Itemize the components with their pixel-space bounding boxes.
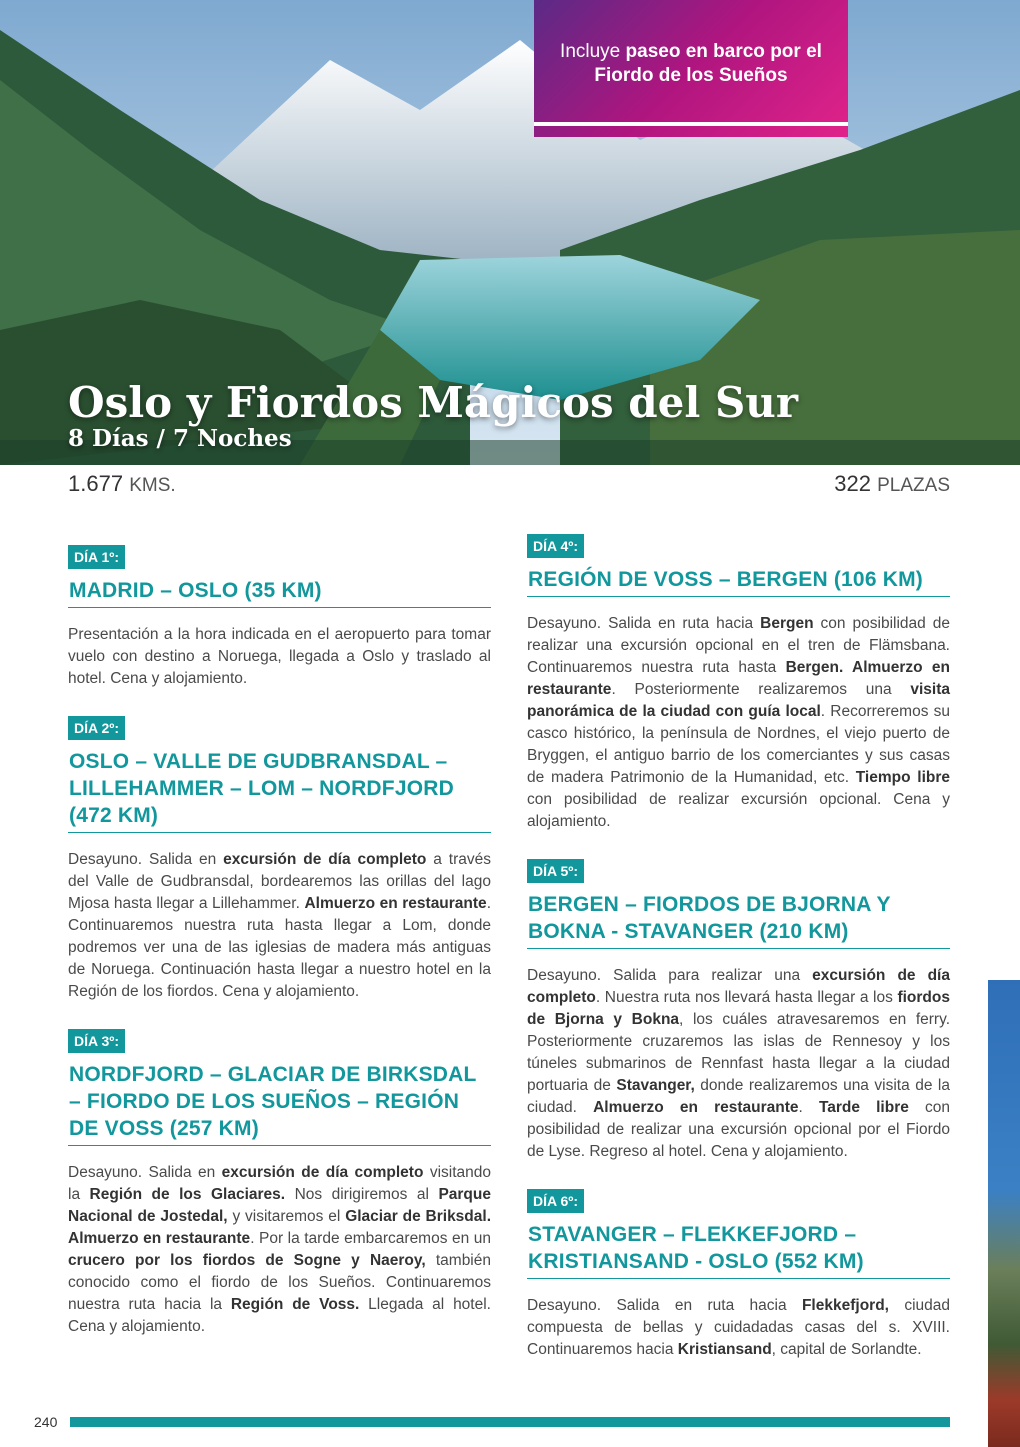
body-text: ciudad compuesta de bellas y cuidadadas casas del s. XVIII. Continuaremos hacia bbox=[527, 1297, 950, 1358]
body-text: . bbox=[798, 1099, 819, 1116]
body-text: , los cuáles atravesaremos en ferry. Posteriormente cruzaremos las islas de Rennesoy y los túneles submarinos de Rennfast hasta llegar a la ciudad portuaria de bbox=[527, 1011, 950, 1094]
highlight-text: Almuerzo en restaurante bbox=[593, 1099, 799, 1116]
itinerary-right-column bbox=[527, 534, 950, 1361]
body-text: . Recorreremos su casco histórico, la península de Nordnes, el viejo puerto de Bryggen, el antiguo barrio de los comerciantes y sus casas de madera Patrimonio de la Humanidad, etc. bbox=[527, 703, 951, 786]
highlight-text: Glaciar de Briksdal. Almuerzo en restaurante bbox=[68, 1208, 492, 1247]
highlight-text: Región de los Glaciares. bbox=[89, 1186, 286, 1203]
highlight-text: Almuerzo en restaurante bbox=[304, 895, 487, 912]
highlight-text: fiordos de Bjorna y Bokna bbox=[527, 989, 950, 1028]
highlight-text: excursión de día completo bbox=[223, 851, 427, 868]
highlight-text: Stavanger, bbox=[616, 1077, 695, 1094]
day-badge: DÍA 3º: bbox=[68, 1029, 125, 1053]
body-text: Llegada al hotel. Cena y alojamiento. bbox=[68, 1296, 491, 1335]
highlight-text: Tiempo libre bbox=[855, 769, 950, 786]
day-description bbox=[527, 597, 950, 833]
day-title: STAVANGER – FLEKKEFJORD – KRISTIANSAND - OSLO (552 KM) bbox=[527, 1213, 950, 1279]
body-text: visitando la bbox=[68, 1164, 491, 1203]
body-text: Desayuno. Salida en bbox=[68, 851, 224, 868]
seats-unit: PLAZAS bbox=[877, 475, 950, 496]
page-number: 240 bbox=[34, 1414, 58, 1430]
day-description bbox=[68, 833, 491, 1003]
day-title: NORDFJORD – GLACIAR DE BIRKSDAL – FIORDO DE LOS SUEÑOS – REGIÓN DE VOSS (257 KM) bbox=[68, 1053, 491, 1146]
body-text: Desayuno. Salida en bbox=[68, 1164, 222, 1181]
day-description bbox=[527, 1279, 950, 1361]
promo-prefix: Incluye bbox=[560, 41, 626, 62]
footer-bar bbox=[70, 1417, 950, 1427]
highlight-text: excursión de día completo bbox=[527, 967, 950, 1006]
day-description bbox=[527, 949, 950, 1163]
body-text: Nos dirigiremos al bbox=[285, 1186, 439, 1203]
day-title: REGIÓN DE VOSS – BERGEN (106 KM) bbox=[527, 558, 950, 597]
day-section bbox=[68, 716, 491, 1003]
body-text: . Continuaremos nuestra ruta hasta llegar a Lom, donde podremos ver una de las iglesias de madera más antiguas de Noruega. Continuación hasta llegar a nuestro hotel en la Región de los fiordos. Cena y alojamiento. bbox=[68, 895, 491, 1000]
promo-underline bbox=[534, 122, 848, 126]
day-section bbox=[68, 1029, 491, 1338]
body-text: también conocido como el fiordo de los Sueños. Continuaremos nuestra ruta hacia la bbox=[68, 1252, 491, 1313]
highlight-text: visita panorámica de la ciudad con guía local bbox=[527, 681, 950, 720]
body-text: y visitaremos el bbox=[227, 1208, 346, 1225]
day-description bbox=[68, 1146, 491, 1338]
body-text: Desayuno. Salida en ruta hacia bbox=[527, 615, 761, 632]
distance-value: 1.677 bbox=[68, 471, 124, 496]
body-text: , capital de Sorlandte. bbox=[771, 1341, 922, 1358]
day-section bbox=[527, 1189, 950, 1361]
promo-text bbox=[534, 40, 848, 88]
body-text: Desayuno. Salida en ruta hacia bbox=[527, 1297, 802, 1314]
body-text: Desayuno. Salida para realizar una bbox=[527, 967, 813, 984]
day-title: MADRID – OSLO (35 KM) bbox=[68, 569, 491, 608]
hero-photo bbox=[0, 0, 1020, 465]
highlight-text: Bergen bbox=[760, 615, 814, 632]
body-text: . Por la tarde embarcaremos en un bbox=[250, 1230, 491, 1247]
day-badge: DÍA 4º: bbox=[527, 534, 584, 558]
side-photo-strip bbox=[988, 980, 1020, 1447]
highlight-text: excursión de día completo bbox=[221, 1164, 424, 1181]
day-section bbox=[527, 534, 950, 833]
body-text: con posibilidad de realizar excursión opcional. Cena y alojamiento. bbox=[527, 791, 950, 830]
body-text: . Posteriormente realizaremos una bbox=[611, 681, 911, 698]
body-text: . Nuestra ruta nos llevará hasta llegar a los bbox=[595, 989, 898, 1006]
day-badge: DÍA 1º: bbox=[68, 545, 125, 569]
body-text: Presentación a la hora indicada en el aeropuerto para tomar vuelo con destino a Noruega, llegada a Oslo y traslado al hotel. Cena y alojamiento. bbox=[68, 626, 491, 687]
seats-stat bbox=[834, 470, 950, 500]
highlight-text: Región de Voss. bbox=[230, 1296, 360, 1313]
body-text: con posibilidad de realizar una excursión opcional por el Fiordo de Lyse. Regreso al hotel. Cena y alojamiento. bbox=[527, 1099, 950, 1160]
itinerary-left-column bbox=[68, 545, 491, 1338]
highlight-text: crucero por los fiordos de Sogne y Naeroy, bbox=[68, 1252, 426, 1269]
highlight-text: Parque Nacional de Jostedal, bbox=[68, 1186, 491, 1225]
day-badge: DÍA 5º: bbox=[527, 859, 584, 883]
body-text: con posibilidad de realizar una excursión opcional en el tren de Flämsbana. Continuaremos nuestra ruta hasta bbox=[527, 615, 950, 676]
promo-highlight: paseo en barco por el Fiordo de los Sueños bbox=[594, 41, 822, 86]
day-title: OSLO – VALLE DE GUDBRANSDAL – LILLEHAMMER – LOM – NORDFJORD (472 KM) bbox=[68, 740, 491, 833]
highlight-text: Flekkefjord, bbox=[801, 1297, 889, 1314]
seats-value: 322 bbox=[834, 471, 871, 496]
day-badge: DÍA 6º: bbox=[527, 1189, 584, 1213]
page-subtitle: 8 Días / 7 Noches bbox=[68, 425, 292, 452]
highlight-text: Kristiansand bbox=[677, 1341, 772, 1358]
highlight-text: Bergen. Almuerzo en restaurante bbox=[527, 659, 950, 698]
highlight-text: Tarde libre bbox=[818, 1099, 909, 1116]
day-badge: DÍA 2º: bbox=[68, 716, 125, 740]
promo-banner bbox=[534, 0, 848, 137]
body-text: donde realizaremos una visita de la ciudad. bbox=[527, 1077, 950, 1116]
day-section bbox=[527, 859, 950, 1163]
day-title: BERGEN – FIORDOS DE BJORNA Y BOKNA - STAVANGER (210 KM) bbox=[527, 883, 950, 949]
page-title: Oslo y Fiordos Mágicos del Sur bbox=[68, 378, 798, 427]
body-text: a través del Valle de Gudbransdal, bordearemos las orillas del lago Mjosa hasta llegar a Lillehammer. bbox=[68, 851, 491, 912]
day-section bbox=[68, 545, 491, 690]
day-description bbox=[68, 608, 491, 690]
distance-stat bbox=[68, 470, 176, 500]
distance-unit: KMS. bbox=[129, 475, 176, 496]
